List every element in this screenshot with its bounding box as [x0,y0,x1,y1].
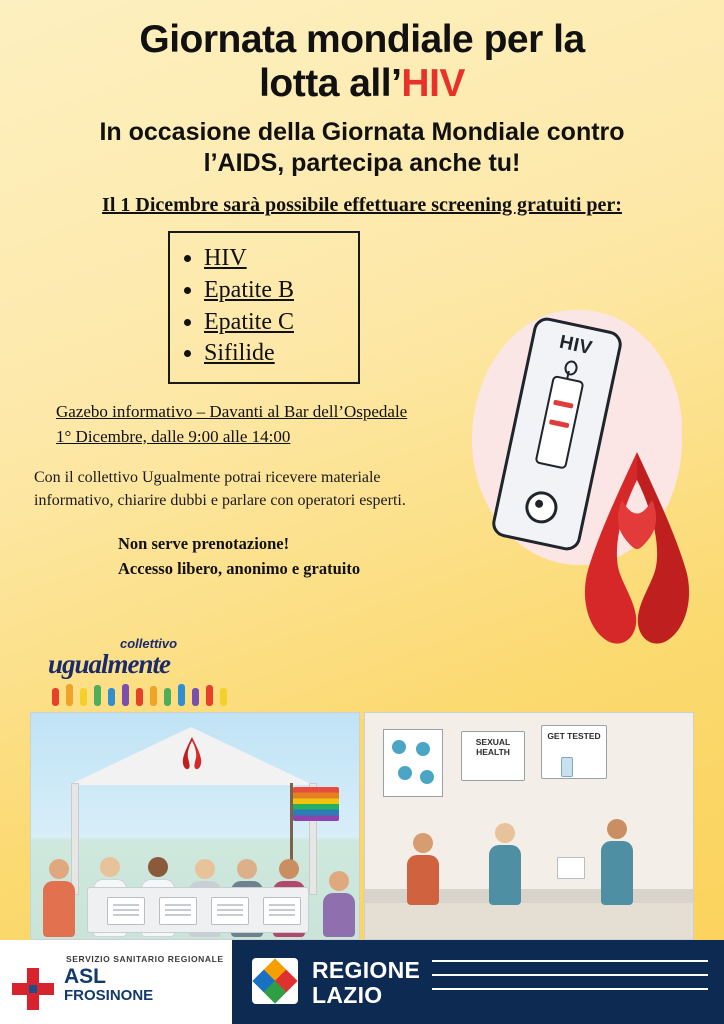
virus-poster [383,729,443,797]
asl-name-line-1: ASL [64,965,106,988]
leaflet [263,897,301,925]
regione-line-2: LAZIO [312,981,383,1008]
venue-line-1: Gazebo informativo – Davanti al Bar dell’Ospedale [56,402,408,422]
list-item [204,275,348,307]
poster-sexual-health: SEXUAL HEALTH [461,731,525,781]
person-patient [407,833,439,905]
description-paragraph: Con il collettivo Ugualmente potrai ricevere materiale informativo, chiarire dubbi e parlare con operatori esperti. [34,469,406,510]
headline-hiv-highlight: HIV [401,61,465,105]
note-no-booking: Non serve prenotazione! [118,533,290,553]
sample-well [522,488,560,526]
collettivo-name [48,651,238,678]
decorative-rules [432,960,708,1002]
screening-item-label: Sifilide [204,340,275,367]
person-nurse [601,819,633,905]
clinic-scene [364,712,694,940]
subheadline-line-2: l’AIDS, partecipa anche tu! [203,148,521,177]
screening-list-box [168,231,360,384]
subheadline-line-1: In occasione della Giornata Mondiale contro [99,118,625,147]
list-item [204,307,348,339]
leaflet [159,897,197,925]
note-free-access: Accesso libero, anonimo e gratuito [118,559,361,579]
screening-item-label: Epatite B [204,277,294,304]
asl-logo-block [0,940,232,1024]
screening-item-label: Epatite C [204,308,294,335]
leaflet [211,897,249,925]
headline-line-1: Giornata mondiale per la [139,18,585,61]
venue-line-2: 1° Dicembre, dalle 9:00 alle 14:00 [56,426,291,446]
asl-name-line-2: FROSINONE [64,987,154,1005]
gazebo-scene [30,712,360,940]
health-cross-icon [12,968,54,1010]
screening-list [186,243,348,370]
headline-line-2-prefix: lotta all’ [259,61,402,105]
list-item [204,338,348,370]
pride-flag [293,787,339,821]
red-ribbon-icon [562,440,712,655]
person-figure [43,859,75,937]
test-tube-icon [561,757,573,777]
asl-top-line: SERVIZIO SANITARIO REGIONALE [66,954,224,964]
poster-get-tested: GET TESTED [541,725,607,779]
subheadline [0,117,724,178]
person-figure [323,871,355,937]
leaflet [107,897,145,925]
clinic-floor [365,903,693,939]
gazebo-ribbon-icon [179,735,205,771]
collettivo-name-part-2: mente [107,649,171,679]
clipboard-icon [557,857,585,879]
regione-lazio-block [232,940,724,1024]
collettivo-top-word: collettivo [120,636,178,651]
regione-lazio-text [312,958,420,1008]
people-figures-icon [48,680,238,706]
hiv-test-artwork [454,300,714,660]
list-item [204,243,348,275]
screening-intro: Il 1 Dicembre sarà possibile effettuare screening gratuiti per: [102,194,622,217]
test-band [549,419,570,428]
illustration-band [30,712,694,940]
person-nurse [489,823,521,905]
headline [0,0,724,105]
test-band [553,400,574,409]
screening-item-label: HIV [204,245,247,272]
collettivo-name-part-1: ugual [48,649,108,679]
footer [0,940,724,1024]
collettivo-logo [48,636,238,706]
test-kit-label: HIV [557,331,595,360]
asl-name [64,966,153,1004]
drop-icon [563,359,579,376]
regione-line-1: REGIONE [312,957,421,983]
headline-line-2 [26,62,698,106]
regione-lazio-logo-icon [252,958,298,1004]
